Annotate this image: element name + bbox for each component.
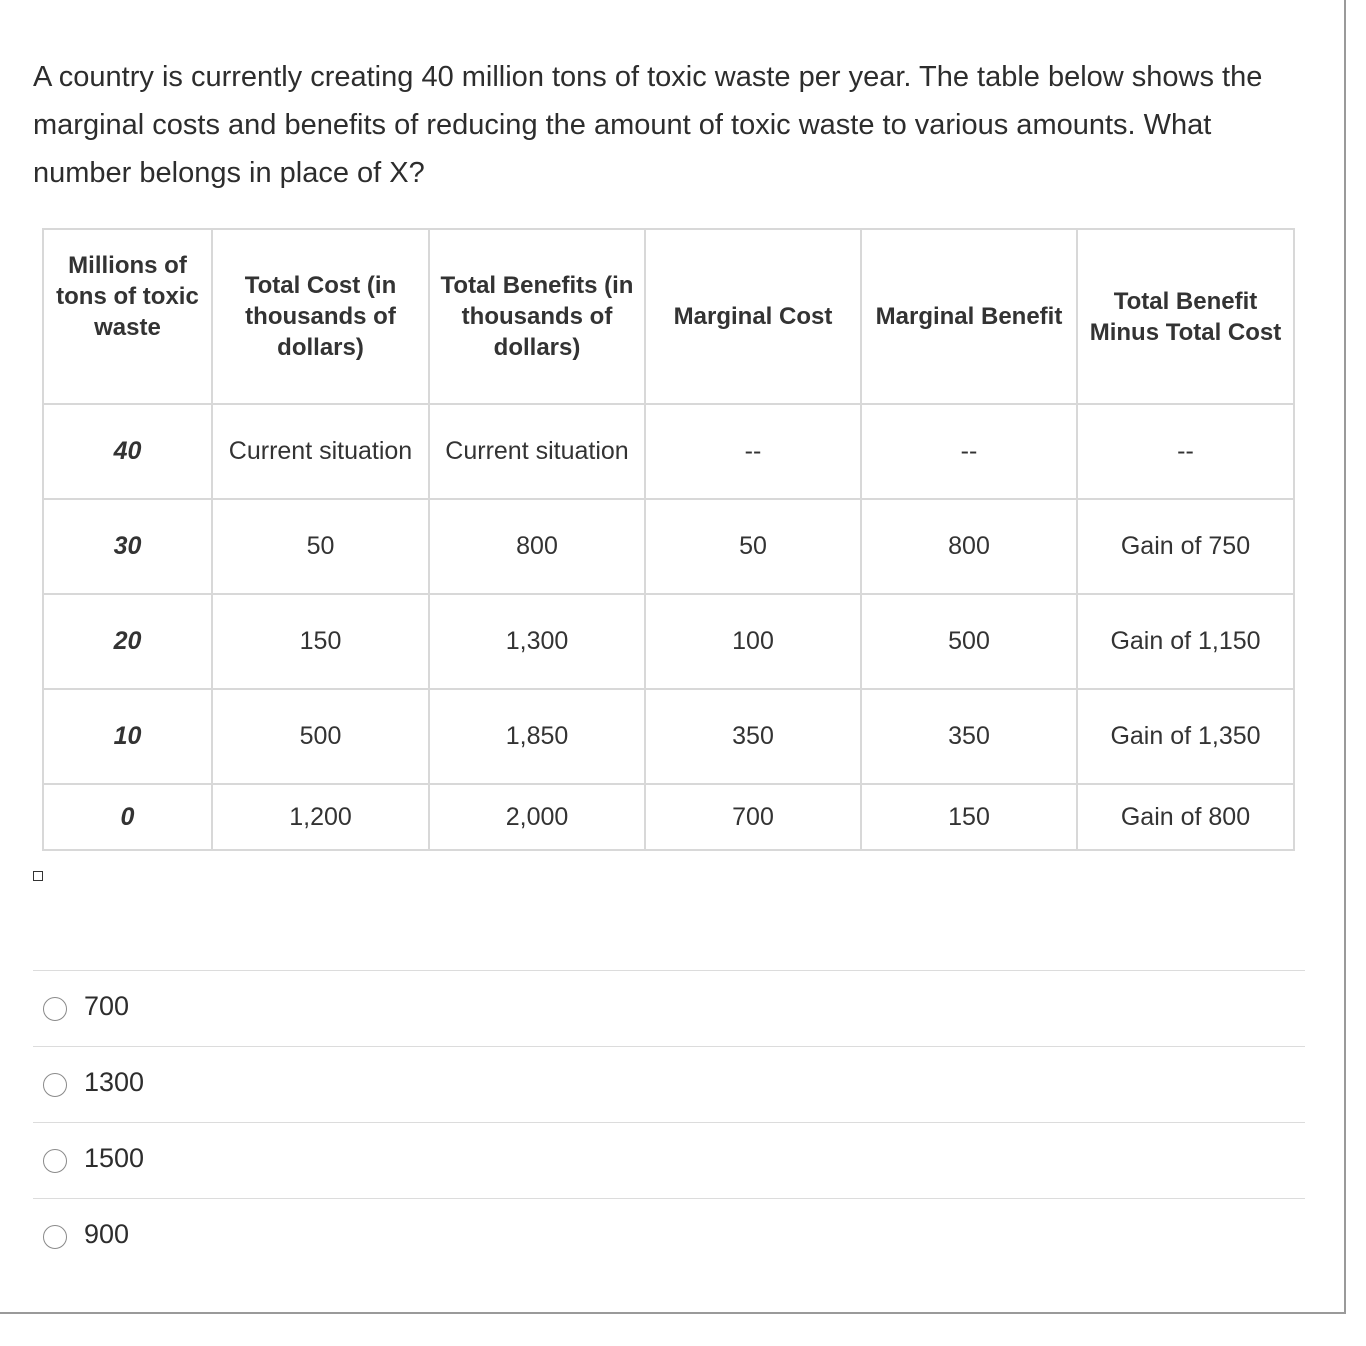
cell-marginal-cost: 350 [645,689,861,784]
cell-marginal-benefit: 800 [861,499,1077,594]
header-marginal-benefit: Marginal Benefit [861,229,1077,404]
answer-options [33,970,1305,1274]
table-row [43,689,1294,784]
table-header-row [43,229,1294,404]
broken-image-icon [33,871,43,881]
radio-button[interactable] [43,1073,67,1097]
cell-marginal-cost: 700 [645,784,861,850]
cell-total-cost: 50 [212,499,429,594]
radio-button[interactable] [43,1149,67,1173]
table-row [43,594,1294,689]
cell-marginal-cost: -- [645,404,861,499]
table-row [43,784,1294,850]
answer-option-label: 1300 [84,1067,145,1097]
cell-waste: 0 [43,784,212,850]
cell-net-gain: Gain of 750 [1077,499,1294,594]
header-net-gain: Total Benefit Minus Total Cost [1077,229,1294,404]
data-table [42,228,1295,851]
answer-option[interactable] [33,1122,1305,1198]
answer-option-label: 1500 [84,1143,145,1173]
cell-total-benefits: 800 [429,499,645,594]
cell-waste: 40 [43,404,212,499]
table-row [43,499,1294,594]
cell-waste: 30 [43,499,212,594]
header-total-benefits: Total Benefits (in thousands of dollars) [429,229,645,404]
answer-option-label: 900 [84,1219,130,1249]
cell-marginal-benefit: 150 [861,784,1077,850]
cell-marginal-benefit: 500 [861,594,1077,689]
cell-total-benefits: 1,300 [429,594,645,689]
cell-total-benefits: 1,850 [429,689,645,784]
cell-waste: 20 [43,594,212,689]
table-row [43,404,1294,499]
header-marginal-cost: Marginal Cost [645,229,861,404]
cell-total-benefits: 2,000 [429,784,645,850]
cell-total-benefits: Current situation [429,404,645,499]
answer-option[interactable] [33,970,1305,1046]
answer-option-label: 700 [84,991,130,1021]
cell-marginal-benefit: -- [861,404,1077,499]
cell-total-cost: 500 [212,689,429,784]
answer-option[interactable] [33,1046,1305,1122]
cell-waste: 10 [43,689,212,784]
cell-marginal-cost: 100 [645,594,861,689]
cell-net-gain: -- [1077,404,1294,499]
cell-marginal-benefit: 350 [861,689,1077,784]
answer-option[interactable] [33,1198,1305,1274]
question-text: A country is currently creating 40 million tons of toxic waste per year. The table below shows the marginal costs and benefits of reducing the amount of toxic waste to various amounts. What number belongs in place of X? [33,61,1263,189]
header-total-cost: Total Cost (in thousands of dollars) [212,229,429,404]
cell-net-gain: Gain of 1,150 [1077,594,1294,689]
radio-button[interactable] [43,997,67,1021]
cell-net-gain: Gain of 800 [1077,784,1294,850]
radio-button[interactable] [43,1225,67,1249]
cell-marginal-cost: 50 [645,499,861,594]
header-waste: Millions of tons of toxic waste [43,229,212,404]
cell-total-cost: Current situation [212,404,429,499]
cell-total-cost: 1,200 [212,784,429,850]
cell-net-gain: Gain of 1,350 [1077,689,1294,784]
cell-total-cost: 150 [212,594,429,689]
